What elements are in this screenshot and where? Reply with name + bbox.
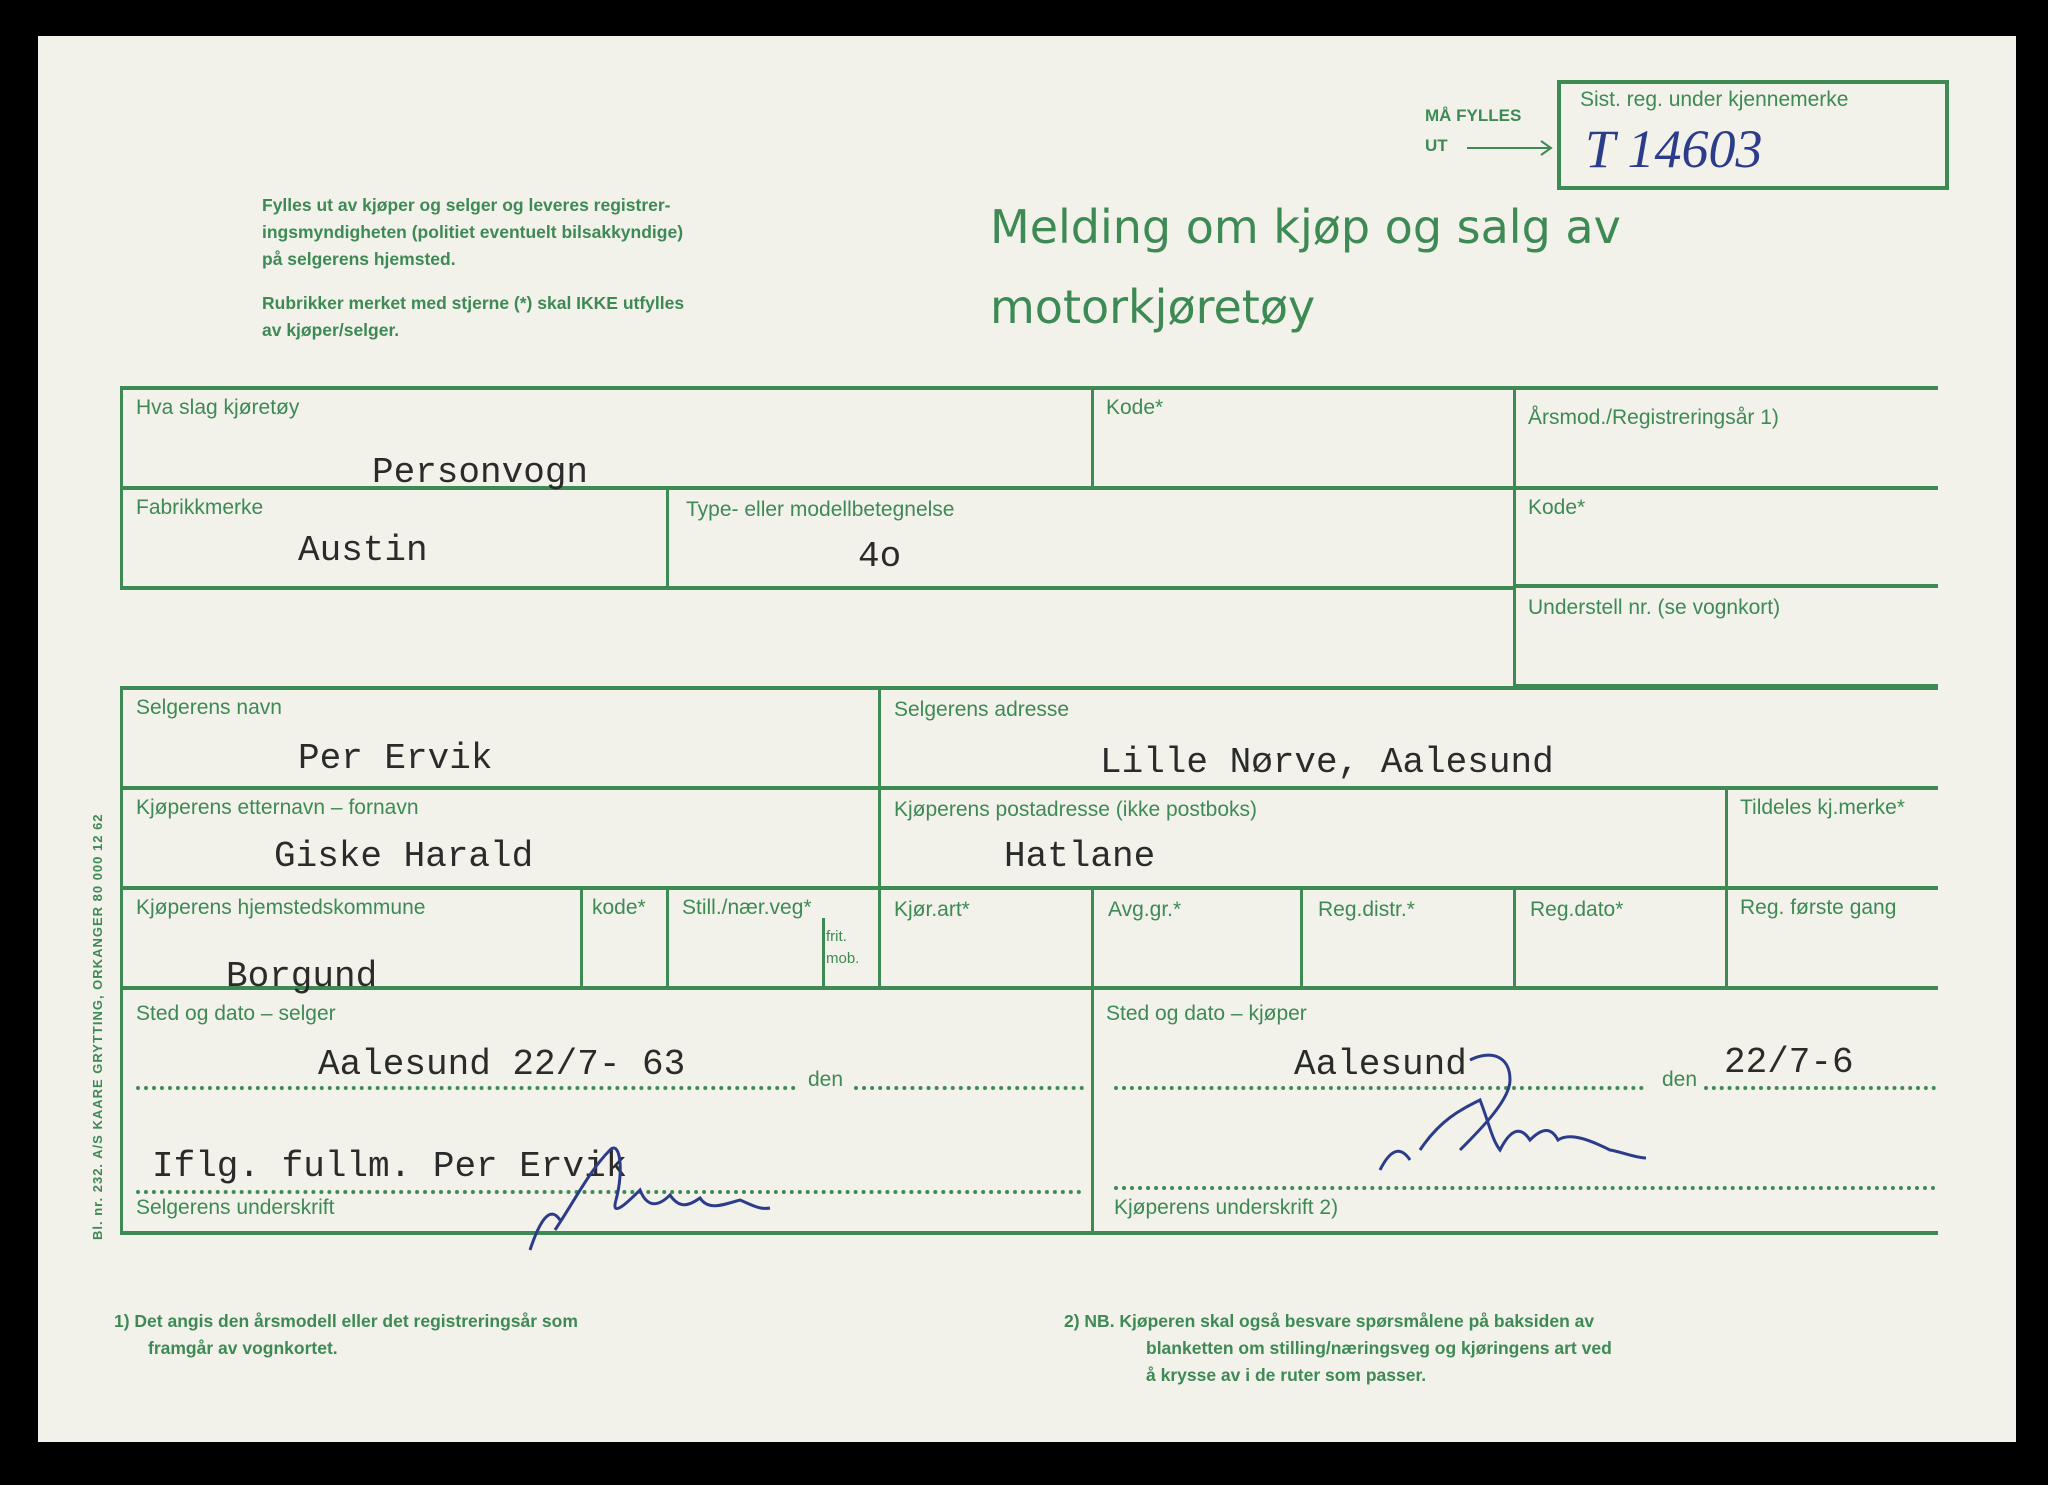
- seller-sig-label: Selgerens underskrift: [136, 1196, 335, 1219]
- vehicle-type-label: Hva slag kjøretøy: [136, 396, 300, 419]
- regdato-label: Reg.dato*: [1530, 898, 1624, 921]
- footnote-2-line-3: å krysse av i de ruter som passer.: [1146, 1365, 1427, 1385]
- kode2-label: Kode*: [1528, 496, 1586, 519]
- instruction-line-1: Fylles ut av kjøper og selger og leveres registrer-: [262, 195, 671, 215]
- instruction-line-2: ingsmyndigheten (politiet eventuelt bilsakkyndige): [262, 222, 684, 242]
- den2-label: den: [1662, 1068, 1698, 1091]
- buyer-place-label: Sted og dato – kjøper: [1106, 1002, 1307, 1025]
- rule-understell-top: [1513, 584, 1938, 588]
- rule-buyer-name-top: [120, 786, 1938, 790]
- form-title-line-2: motorkjøretøy: [990, 280, 1316, 334]
- kommune-value: Borgund: [226, 956, 378, 997]
- rule-grid-left: [120, 686, 123, 1234]
- buyer-signature-scribble: [1360, 1040, 1650, 1190]
- buyer-postal-value: Hatlane: [1004, 836, 1156, 877]
- form-title-line-1: Melding om kjøp og salg av: [990, 200, 1621, 254]
- seller-place-line: [136, 1086, 796, 1090]
- buyer-name-label: Kjøperens etternavn – fornavn: [136, 796, 419, 819]
- model-label: Type- eller modellbetegnelse: [686, 498, 955, 521]
- seller-signature-text: Iflg. fullm. Per Ervik: [152, 1146, 628, 1187]
- buyer-place-value: Aalesund: [1294, 1044, 1467, 1085]
- understell-label: Understell nr. (se vognkort): [1528, 596, 1781, 619]
- den1-label: den: [808, 1068, 844, 1091]
- footnote-2-line-1: 2) NB. Kjøperen skal også besvare spørsmålene på baksiden av: [1064, 1311, 1595, 1331]
- seller-address-label: Selgerens adresse: [894, 698, 1070, 721]
- rule-signature-top: [120, 986, 1938, 990]
- ma-fylles-label: MÅ FYLLES: [1425, 106, 1522, 125]
- model-value: 4o: [858, 536, 902, 577]
- regforste-label: Reg. første gang: [1740, 896, 1897, 919]
- rule-kode-left: [580, 886, 583, 989]
- rule-seller-top: [120, 686, 1938, 690]
- regdistr-label: Reg.distr.*: [1318, 898, 1415, 921]
- seller-address-value: Lille Nørve, Aalesund: [1100, 742, 1554, 783]
- rule-model-left: [666, 486, 669, 589]
- arrow-right-icon: [1465, 138, 1557, 158]
- rule-kode1-left: [1091, 386, 1094, 486]
- footnote-2-line-2: blanketten om stilling/næringsveg og kjøringens art ved: [1146, 1338, 1612, 1358]
- seller-name-label: Selgerens navn: [136, 696, 282, 719]
- buyer-date-value: 22/7-6: [1724, 1042, 1854, 1083]
- ut-label: UT: [1425, 136, 1448, 155]
- seller-place-value: Aalesund 22/7- 63: [318, 1044, 686, 1085]
- still-label: Still./nær.veg*: [682, 896, 812, 919]
- vehicle-type-value: Personvogn: [372, 452, 589, 493]
- instruction-line-5: av kjøper/selger.: [262, 320, 400, 340]
- fabrikk-label: Fabrikkmerke: [136, 496, 264, 519]
- seller-signature-scribble: [520, 1110, 780, 1260]
- buyer-name-value: Giske Harald: [274, 836, 534, 877]
- kode1-label: Kode*: [1106, 396, 1164, 419]
- rule-vehicle-top: [120, 386, 1938, 390]
- buyer-postal-label: Kjøperens postadresse (ikke postboks): [894, 798, 1257, 821]
- kommune-label: Kjøperens hjemstedskommune: [136, 896, 426, 919]
- frit-label: frit.: [826, 928, 847, 945]
- arsmod-label: Årsmod./Registreringsår 1): [1528, 406, 1779, 429]
- rule-kommune-top: [120, 886, 1938, 890]
- fabrikk-value: Austin: [298, 530, 428, 571]
- buyer-date-line: [1704, 1086, 1936, 1090]
- seller-name-value: Per Ervik: [298, 738, 493, 779]
- rule-still-left: [666, 886, 669, 989]
- rule-signature-mid: [1091, 986, 1094, 1234]
- seller-place-label: Sted og dato – selger: [136, 1002, 336, 1025]
- rule-signature-bottom: [120, 1231, 1938, 1235]
- rule-regdistr-left: [1300, 886, 1303, 989]
- tildeles-label: Tildeles kj.merke*: [1740, 796, 1905, 819]
- footnote-1-line-2: framgår av vognkortet.: [148, 1338, 338, 1358]
- footnote-1-line-1: 1) Det angis den årsmodell eller det registreringsår som: [114, 1311, 578, 1331]
- rule-right-column: [1513, 386, 1516, 686]
- reg-box-value: T 14603: [1585, 119, 1763, 179]
- instruction-line-4: Rubrikker merket med stjerne (*) skal IKKE utfylles: [262, 293, 685, 313]
- rule-avggr-left: [1091, 886, 1094, 989]
- rule-regdato-left: [1513, 886, 1516, 989]
- kode-label: kode*: [592, 896, 646, 919]
- side-print: Bl. nr. 232. A/S KAARE GRYTTING, ORKANGER 80 000 12 62: [90, 813, 105, 1240]
- instruction-line-3: på selgerens hjemsted.: [262, 249, 456, 269]
- mob-label: mob.: [826, 950, 860, 967]
- avggr-label: Avg.gr.*: [1108, 898, 1182, 921]
- rule-seller-mid: [878, 686, 881, 989]
- buyer-sig-label: Kjøperens underskrift 2): [1114, 1196, 1339, 1219]
- rule-vehicle-bottom: [120, 586, 1513, 590]
- seller-date-line: [854, 1086, 1084, 1090]
- rule-frit-left: [822, 918, 825, 989]
- kjorart-label: Kjør.art*: [894, 898, 970, 921]
- reg-box-label: Sist. reg. under kjennemerke: [1580, 88, 1849, 111]
